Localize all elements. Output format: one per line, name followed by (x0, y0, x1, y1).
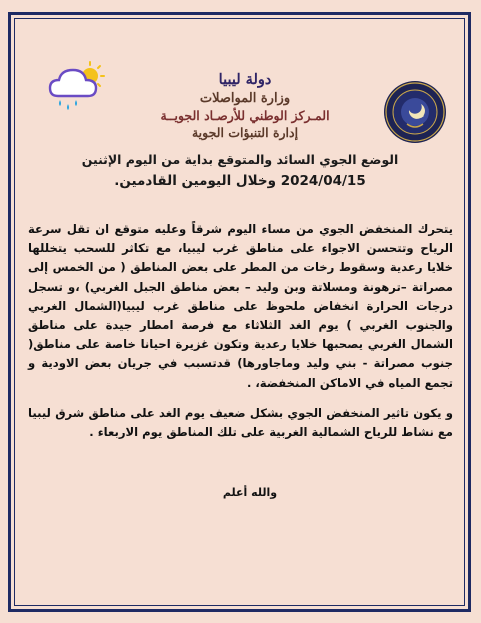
closing-phrase: والله أعلم (222, 486, 278, 499)
subject-line-2: 2024/04/15 وخلال اليومين القادمين. (114, 173, 366, 189)
cloud-sun-rain-icon (46, 60, 112, 112)
subject-heading (40, 150, 440, 192)
ministry-name: وزارة المواصلات (199, 91, 291, 106)
center-name: المـركز الوطني للأرصـاد الجويــة (160, 108, 330, 123)
paragraph-1: يتحرك المنخفض الجوي من مساء اليوم شرقاً وعليه متوقع ان تقل سرعة الرياح وتتحسن الاجواء على مناطق غرب ليبيا، مع تكاثر للسحب يتخللها خلايا رعدية وسقوط رخات من المطر على بعض المناطق ( من الخمس إلى مصراتة –ترهونة ومسلاتة وبن وليد – بعض مناطق الجبل الغربي) ،و تسجل درجات الحرارة انخفاض ملحوظ على مناطق غرب ليبيا(الشمال الغربي والجنوب الغربي ) يوم الغد الثلاثاء مع فرصة امطار جيدة على مناطق الشمال الغربي يصحبها خلايا رعدية وتكون غزيرة احيانا خاصة على مناطق( جنوب مصراتة - بني وليد وماجاورها) قدتسبب في جريان بعض الاودية و تجمع المياه في الاماكن المنخفضة، . (28, 222, 453, 390)
paragraph-2: و يكون تاثير المنخفض الجوي بشكل ضعيف يوم الغد على مناطق شرق ليبيا مع نشاط للرياح الشمالية الغربية على تلك المناطق يوم الاربعاء . (28, 406, 453, 440)
department-name: إدارة التنبؤات الجوية (191, 125, 299, 140)
meteorology-emblem-icon (383, 80, 447, 144)
subject-line-1: الوضع الجوي السائد والمتوقع بداية من اليوم الإثنين (81, 152, 399, 167)
state-name: دولة ليبيا (218, 71, 272, 88)
letterhead (140, 70, 350, 141)
